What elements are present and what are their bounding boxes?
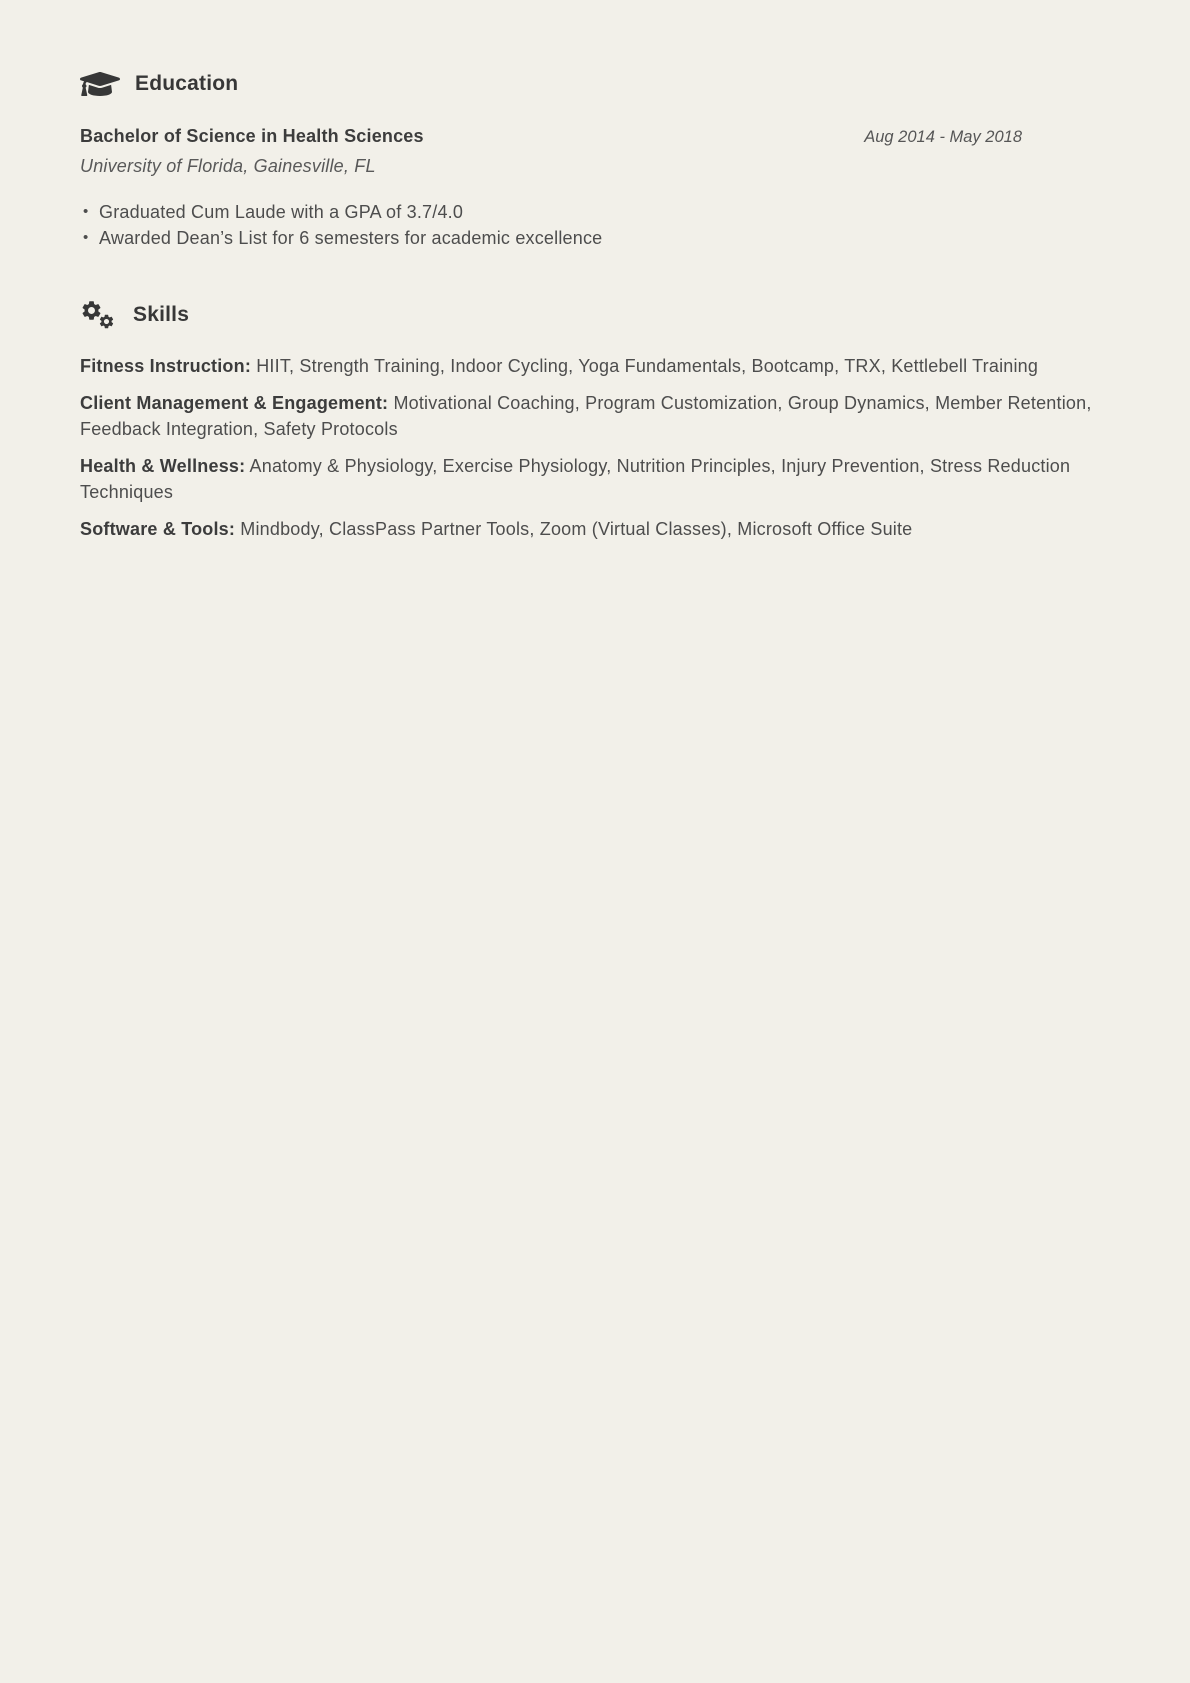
skill-category-label: Health & Wellness: (80, 456, 246, 476)
education-bullet: • Awarded Dean’s List for 6 semesters for academic excellence (80, 225, 1110, 251)
skill-category-health-wellness (80, 453, 1110, 505)
education-section-heading (80, 68, 1110, 100)
skill-category-items: Anatomy & Physiology, Exercise Physiology, Nutrition Principles, Injury Prevention, Stress Reduction Techniques (80, 456, 1071, 502)
degree-row (80, 126, 1110, 147)
education-section (80, 68, 1110, 251)
section-title-skills: Skills (133, 303, 190, 326)
skill-category-software-tools (80, 516, 1110, 542)
skill-category-items: Mindbody, ClassPass Partner Tools, Zoom (Virtual Classes), Microsoft Office Suite (240, 519, 913, 539)
degree-title: Bachelor of Science in Health Sciences (80, 126, 424, 146)
skill-category-label: Fitness Instruction: (80, 356, 252, 376)
institution-name: University of Florida, Gainesville, FL (80, 156, 376, 176)
skills-section-heading (80, 297, 1110, 333)
skills-section (80, 297, 1110, 542)
skill-category-label: Client Management & Engagement: (80, 393, 389, 413)
education-bullet-list (80, 199, 1110, 251)
gears-icon (80, 297, 118, 333)
skill-category-fitness-instruction (80, 353, 1110, 379)
graduation-cap-icon (80, 68, 120, 100)
skill-category-label: Software & Tools: (80, 519, 236, 539)
degree-dates: Aug 2014 - May 2018 (864, 128, 1022, 146)
skill-category-items: HIIT, Strength Training, Indoor Cycling, Yoga Fundamentals, Bootcamp, TRX, Kettlebell Training (256, 356, 1039, 376)
education-bullet: • Graduated Cum Laude with a GPA of 3.7/4.0 (80, 199, 1110, 225)
skill-category-items: Motivational Coaching, Program Customization, Group Dynamics, Member Retention, Feedback Integration, Safety Protocols (80, 393, 1092, 439)
section-title-education: Education (135, 72, 239, 95)
skill-category-client-management (80, 390, 1110, 442)
